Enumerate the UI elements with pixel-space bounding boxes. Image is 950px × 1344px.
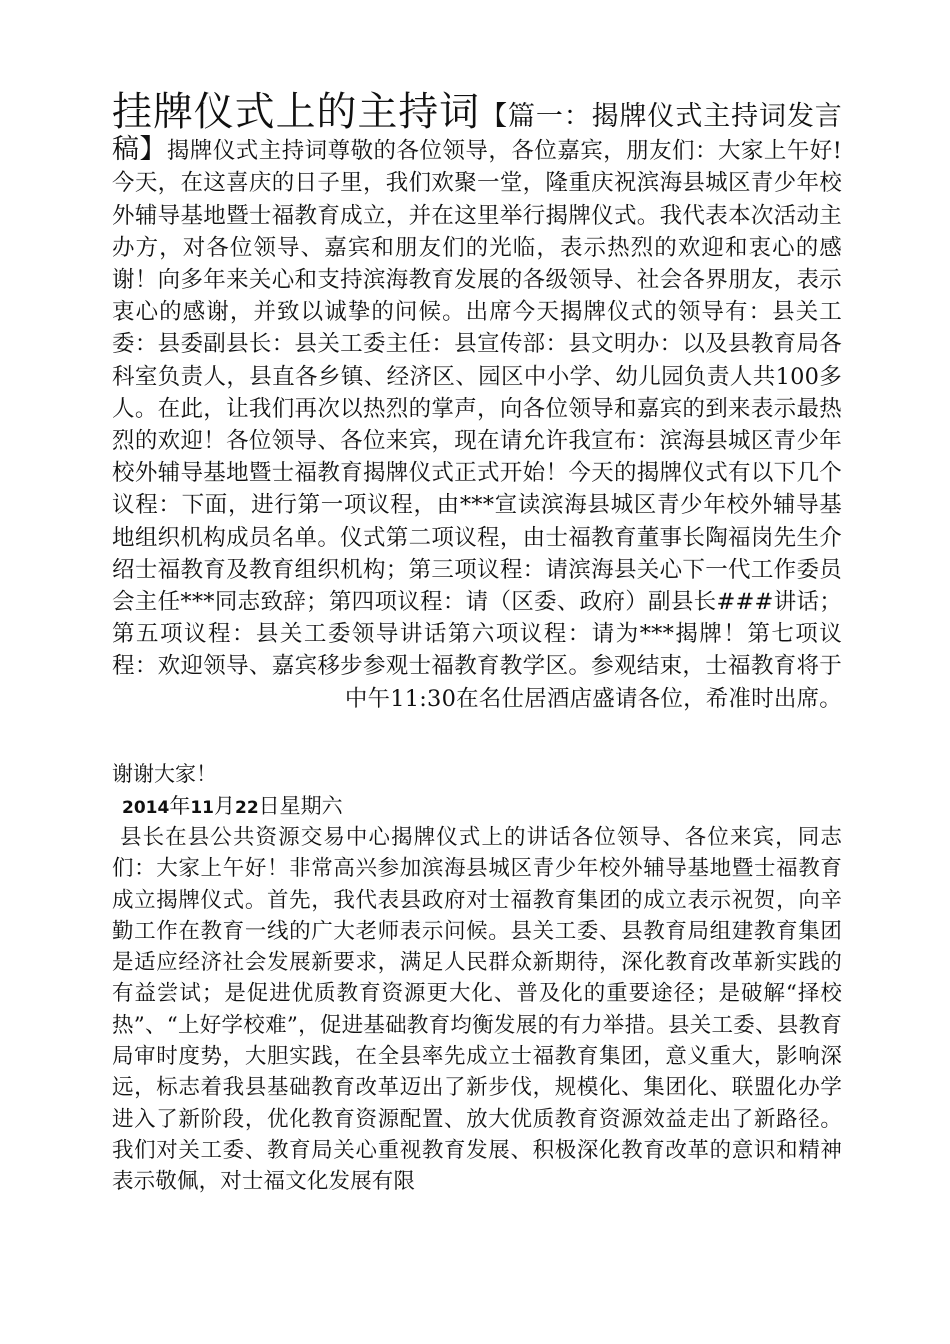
date-year-unit: 年	[169, 794, 191, 818]
document-title: 挂牌仪式上的主持词	[112, 89, 481, 135]
date-day: 22	[235, 798, 259, 818]
section-2-body: 大家上午好！非常高兴参加滨海县城区青少年校外辅导基地暨士福教育成立揭牌仪式。首先，我代表县政府对士福教育集团的成立表示祝贺，向辛勤工作在教育一线的广大老师表示问候。县关工委、县教育局组建教育集团是适应经济社会发展新要求，满足人民群众新期待，深化教育改革新实践的有益尝试；是促进优质教育资源更大化、普及化的重要途径；是破解“择校热”、“上好学校难”，促进基础教育均衡发展的有力举措。县关工委、县教育局审时度势，大胆实践，在全县率先成立士福教育集团，意义重大，影响深远，标志着我县基础教育改革迈出了新步伐，规模化、集团化、联盟化办学进入了新阶段，优化教育资源配置、放大优质教育资源效益走出了新路径。我们对关工委、教育局关心重视教育发展、积极深化教育改革的意识和精神表示敬佩，对士福文化发展有限	[112, 856, 842, 1195]
section-1-body: 揭牌仪式主持词尊敬的各位领导，各位嘉宾，朋友们：大家上午好!今天，在这喜庆的日子里，我们欢聚一堂，隆重庆祝滨海县城区青少年校外辅导基地暨士福教育成立，并在这里举行揭牌仪式。我代表本次活动主办方，对各位领导、嘉宾和朋友们的光临，表示热烈的欢迎和衷心的感谢！向多年来关心和支持滨海教育发展的各级领导、社会各界朋友，表示衷心的感谢，并致以诚挚的问候。出席今天揭牌仪式的领导有：县关工委：县委副县长：县关工委主任：县宣传部：县文明办：以及县教育局各科室负责人，县直各乡镇、经济区、园区中小学、幼儿园负责人共100多人。在此，让我们再次以热烈的掌声，向各位领导和嘉宾的到来表示最热烈的欢迎！各位领导、各位来宾，现在请允许我宣布：滨海县城区青少年校外辅导基地暨士福教育揭牌仪式正式开始！今天的揭牌仪式有以下几个议程：下面，进行第一项议程，由***宣读滨海县城区青少年校外辅导基地组织机构成员名单。仪式第二项议程，由士福教育董事长陶福岗先生介绍士福教育及教育组织机构；第三项议程：请滨海县关心下一代工作委员会主任***同志致辞；第四项议程：请（区委、政府）副县长###讲话；第五项议程：县关工委领导讲话第六项议程：请为***揭牌！第七项议程：欢迎领导、嘉宾移步参观士福教育教学区。参观结束，士福教育将于中午11:30在名仕居酒店盛请各位，希准时出席。	[112, 138, 842, 712]
section-2-paragraph	[112, 822, 842, 1198]
date-day-unit: 日星期六	[258, 794, 343, 818]
date-month: 11	[190, 798, 214, 818]
section-1-paragraph	[112, 89, 842, 715]
thanks-line: 谢谢大家！	[112, 762, 217, 786]
date-month-unit: 月	[214, 794, 235, 818]
section-2-heading: 县长在县公共资源交易中心揭牌仪式上的讲话各位领导、各位来宾，同志们：	[112, 825, 842, 882]
date-line	[122, 792, 343, 822]
document-subtitle: 【篇一：揭牌仪式主持词发言稿】	[112, 101, 842, 166]
date-year: 2014	[122, 798, 170, 818]
